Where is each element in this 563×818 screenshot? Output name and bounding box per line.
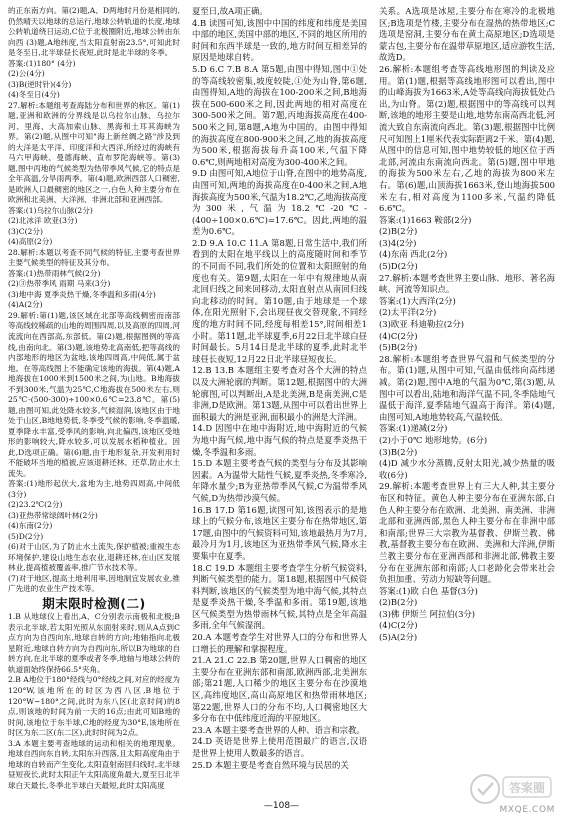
answer-paragraph: (3)C(2分) [8, 226, 43, 236]
answer-paragraph: 15.D 本题主要考查气候的类型与分布及其影响因素。A为温带大陆性气候,夏季炎热,冬季寒冷,年降水量少;B为亚热带季风气候,C为温带季风气候,D为热带沙漠气候。 [192, 458, 367, 503]
column-middle [192, 6, 367, 771]
answer-paragraph: (3)4(2分) [379, 237, 417, 248]
answer-paragraph: 5.D 6.C 7.B 8.A 第5题,由图中得知,图中①处的等高线较密集,坡度较陡,①处为山脊,第6题,由图得知,A地的海拔在100-200米之间,B地海拔在500-600米之间,因此两地的相对高度在300-500米之间。第7题,丙地海拔高度在400-500米之间,第8题,A地为中国的。由图中得知的海拔高度在800-900米之间,乙地的海拔高度为500米,根据海拔每升高100米,气温下降0.6℃,则两地相对高度为300-400米之间。 [192, 63, 367, 167]
answer-paragraph: 18.C 19.D 本题组主要考查学生分析气候资料,判断气候类型的能力。第18题,根据图中气候资料判断,该地区的气候类型为地中海气候,其特点是夏季炎热干燥,冬季温和多雨。第19题,该地区气候类型为热带雨林气候,其特点是全年高温多雨,全年气候湿润。 [192, 562, 367, 631]
answer-paragraph: (6)对于山区,为了防止水土流失,保护植被;重视生态环境保护,建设山地生态农业,退耕还林,在山区发展林业,提高植被覆盖率,推广节水技术等。 [8, 542, 180, 573]
answer-paragraph: 答案:(1)1663 鞍部(2分) [379, 214, 472, 225]
answer-paragraph: 23.A 本题主要考查世界的人种、语言和宗教。 [192, 724, 365, 735]
answer-paragraph: (4)冬至日(4分) [8, 90, 60, 100]
answer-paragraph: 4.B 读图可知,该图中中国的纬度和纬度是美国中部的地区,美国中部的地区,不同的地区所用的时间和东西半球是一致的,地方时间互相差异的原因是地球自转。 [192, 17, 367, 63]
answer-paragraph: (2)23.2℃(2分) [8, 500, 63, 510]
column-left [8, 6, 180, 791]
answer-paragraph: (5)B(2分) [379, 342, 418, 353]
answer-paragraph: (2)北冰洋 欧亚(3分) [8, 216, 78, 226]
answer-paragraph: (7)对于地区,提高土地利用率,因地制宜发展农业,推广先进的农业生产技术等。 [8, 573, 180, 594]
answer-paragraph: 答案:(1)大西洋(2分) [379, 295, 456, 306]
watermark-site: MXQE.COM [499, 805, 555, 815]
answer-paragraph: 21.A 21.C 22.B 第20题,世界人口稠密的地区主要分布在亚洲东部和南部,欧洲西部,北美洲东部;第21题,人口稀少的地区主要分布在沙漠地区,高纬度地区,高山高原地区和热带雨林地区;第22题,世界人口的分布不均,人口稠密地区大多分布在中低纬度近海的平原地区。 [192, 655, 367, 724]
answer-paragraph: (3)佛 伊斯兰 阿拉伯(3分) [379, 608, 476, 619]
answer-paragraph: (3)B(2分) [379, 446, 418, 457]
answer-paragraph: 答案:(1)热带雨林气候(2分) [8, 268, 101, 278]
answer-paragraph: (5)A(2分) [379, 632, 418, 643]
answer-paragraph: 答案:(1)欧 白色 基督(3分) [379, 585, 478, 596]
section-heading: 期末限时检测(二) [42, 595, 146, 611]
answer-paragraph: 20.A 本题考查学生对世界人口的分布和世界人口增长的理解和掌握程度。 [192, 632, 367, 654]
answer-paragraph: 答案:(1)乌拉尔山脉(2分) [8, 205, 93, 215]
answer-paragraph: (2)太平洋(2分) [379, 307, 437, 318]
answer-paragraph: 25.D 本题主要是考查自然环境与民居的关 [192, 759, 349, 770]
answer-paragraph: 28.解析:本题以考查不同气候的特征,主要考查世界主要气候类型的特征及其分布。 [8, 247, 180, 268]
answer-paragraph: (5)D(2分) [8, 531, 44, 541]
answer-paragraph: (2)③热带季风 雨期 马来(3分) [8, 279, 111, 289]
answer-paragraph: (4)A(2分) [8, 300, 43, 310]
answer-paragraph: (2)小于0℃ 地形地势。(6分) [379, 434, 488, 445]
answer-paragraph: (3)欧亚 科迪勒拉(2分) [379, 319, 465, 330]
answer-paragraph: (2)B(2分) [379, 226, 418, 237]
answer-paragraph: 28.解析:本题组考查世界气温和气候类型的分布。第(1)题,从图中可知,气温由低纬向高纬递减。第(2)题,图中A地的气温为0℃,第(3)题,从图中可以看出,陆地和海洋气温不同,冬季陆地气温低于海洋,夏季陆地气温高于海洋。第(4)题,由图可知,A地地势较高,气温较低。 [379, 353, 555, 422]
answer-paragraph: 答案:(1)地形起伏大,盆地为主,地势四周高,中间低(3分) [8, 479, 180, 499]
page-number: —108— [263, 801, 300, 811]
answer-paragraph: 答案:(1)递减(2分) [379, 423, 448, 434]
answer-paragraph: 的正东南方向。第(2)题,A、D两地时月份是相同的,仍然晴天以地球的总运行,地球公转轨道的长度,地球公转轨道绕日运动,C位于北极圈附近,地球公转由东向西 (3)题,A地纬度,当太阳直射南23.5°,可知此时是冬至日,北半球昼长夜短,此时是北半球的冬季。 [8, 6, 180, 58]
answer-paragraph: 2.D 9.A 10.C 11.A 第8题,日常生活中,我们所看到的太阳在地平线以上的高度随时间和季节的不同而不同,我们所处的位置和太阳照射的角度也有关。第9题,太阳在一年中有规律地从南北回归线之间来回移动,太阳直射点从南回归线向北移动的时间。第10题,由于地球是一个球体,在阳光照射下,会出现昼夜交替现象,不同经度的地方时间不同,经度每相差15°,时间相差1小时。第11题,北半球夏季,6月22日北半球白昼时间最长。5月14日是北半球的夏季,此时北半球昼长夜短,12月22日北半球昼短夜长。 [192, 237, 367, 364]
answer-paragraph: 29.解析:本题考查世界上有三大人种,其主要分布区和特征。黄色人种主要分布在亚洲东部,白色人种主要分布在欧洲、北美洲、南美洲、非洲北部和亚洲西部,黑色人种主要分布在非洲中部和南部;世界三大宗教为基督教、伊斯兰教、佛教,基督教主要分布在欧洲、美洲和大洋洲,伊斯兰教主要分布在亚洲西部和非洲北部,佛教主要分布在亚洲东部和南部;人口老龄化会带来社会负担加重、劳动力短缺等问题。 [379, 481, 555, 585]
answer-paragraph: (5)D(2分) [379, 261, 418, 272]
answer-paragraph: 关系。A选项是冰屋,主要分布在寒冷的北极地区;B选项是竹楼,主要分布在湿热的热带地区;C选项是窑洞,主要分布在黄土高原地区;D选项是蒙古包,主要分布在温带草原地区,适应游牧生活,故选D。 [379, 6, 555, 63]
answer-paragraph: 12.B 13.B 本题组主要考查对各个大洲的特点以及大洲轮廓的判断。第12题,根据图中的大洲轮廓图,可以判断出,A是北美洲,B是南美洲,C是非洲,D是欧洲。第13题,从图中可以看出世界上面积最大的洲是亚洲,面积最小的洲是大洋洲。 [192, 365, 367, 422]
answer-paragraph: 26.解析:本题组考查等高线地形图的判读及应用。第(1)题,根据等高线地形图可以看出,图中的山峰海拔为1663米,A处等高线向海拔低处凸出,为山脊。第(2)题,根据图中的等高线可以判断,该地的地形主要是山地,地势东南高西北低,河流大致自东南流向西北。第(3)题,根据图中比例尺可知图上1厘米代表实际距离2千米。第(4)题,从图中的信息可知,图中地势较低的地区位于西北部,河流由东南流向西北。第(5)题,图中甲地的海拔为500米左右,乙地的海拔为800米左右。第(6)题,山顶海拔1663米,登山地海拔500米左右,相对高度为1100多米,气温约降低6.6℃。 [379, 63, 555, 214]
answer-paragraph: 16.B 17.D 第16题,读图可知,该图表示的是地球上的气候分布,该地区主要分布在热带地区,第17题,由图中的气候资料可知,该地最热月为7月,最冷月为1月,该地区为亚热带季风气候,降水主要集中在夏季。 [192, 504, 367, 561]
answer-paragraph: 27.解析:本题考查世界主要山脉、地形、著名海峡、河流等知识点。 [379, 272, 555, 295]
answer-paragraph: 27.解析:本题组考查海陆分布和世界的称区。第(1)题,亚洲和欧洲的分界线是以乌拉尔山脉、乌拉尔河、里海、大高加索山脉、黑海和土耳其海峡为界。第(2)题,从图中可知"海上新丝绸之路"涉及到的大洋是太平洋、印度洋和大西洋,所经过的海峡有马六甲海峡、曼德海峡、直布罗陀海峡等。第(3)题,图中丙地的气候类型为热带季风气候,它的特点是全年高温,分旱雨两季。第(4)题,欧洲西部人口稠密,是欧洲人口最稠密的地区之一,白色人种主要分布在欧洲和北美洲、大洋洲、非洲北部和亚洲西部。 [8, 100, 180, 205]
answer-paragraph: (3)地中海 夏季炎热干燥,冬季温和多雨(4分) [8, 289, 156, 299]
column-right [379, 6, 555, 644]
answer-paragraph: 29.解析:第(1)题,该区域在北部等高线稠密而南部等高线较稀疏的山地的周围四周,以及高原的四周,河流流向在西部高,东部低。第(2)题,根据图例的等高线,由南向北。第(3)题,该地势北高南低,把等高线的内部地形的地区为盆地,该地四周高,中间低,属于盆地。在等高线图上不能确定该地的海拔。第(4)题,A地海拔在1000米到1500米之间,为山地。B地海拔不到300米,气温为25℃,C地海拔在500米左右,则 25℃-(500-300)÷100×0.6℃=23.8℃。第(5)题,由图可知,此处降水较多,气候湿润,该地区由于地处于山区,B地地势低,冬季受气候的影响,冬季温暖,夏季降水丰富,受季风的影响,向北偏西,该地区受地形的影响较大,降水较多,可以发展水稻种植业。因此,D选项正确。第(6)题,由于地形复杂,开发利用时不能破坏当地的植被,应该退耕还林、还草,防止水土流失。 [8, 310, 180, 478]
answer-paragraph: 3.A 本题主要考查地球的运动和相关的地理现象。地球自西向东自转,太阳东升西落,且太阳高度角由于地球的自转而产生变化,太阳直射南回归线时,北半球昼短夜长,此时太阳正午太阳高度角最大,夏至日北半球白天最长,冬季北半球白天最短,此时太阳高度 [8, 738, 180, 790]
answer-paragraph: (2)公(4分) [8, 69, 45, 79]
watermark-logo-text: 答案圈 [508, 781, 546, 795]
answer-paragraph: (2)B(2分) [379, 597, 418, 608]
answer-paragraph: (4)C(2分) [379, 620, 418, 631]
answer-paragraph: 24.D 英语是世界上使用范围最广的语言,汉语是世界上使用人数最多的语言。 [192, 736, 367, 758]
answer-paragraph: 2.B A地位于180°经线与0°经线之间,对应的经度为120°W,该地所在的时区为西八区,B地位于120°W~180°之间,此时为东八区(北京时间)的8点,则该地的时间为前一天的16点;由此可知B地的时间,该地位于东半球,C地的经度为30°E,该地所在时区为东二区(东二区),此时时间为2点。 [8, 675, 180, 738]
answer-paragraph: 夏至日,故A项正确。 [192, 6, 268, 16]
answer-paragraph: 答案:(1)180° (4分) [8, 58, 76, 68]
answer-paragraph: (3)B(逆时针)(4分) [8, 79, 72, 89]
answer-paragraph: 9.D 由图可知,A地位于山脊,在图中的地势高度,由图可知,两地的海拔高度在0-400米之间,A地海拔高度为500米,气温为18.2℃,乙地海拔高度为300米,气温为18.2℃-20℃-(400÷100×0.6℃)=17.6℃。因此,两地的温差为0.6℃。 [192, 168, 367, 237]
answer-paragraph: (3)亚热带常绿阔叶林(2分) [8, 510, 98, 520]
answer-paragraph: (4)东南(2分) [8, 521, 53, 531]
answer-paragraph: (4)高原(2分) [8, 237, 53, 247]
answer-paragraph: (4)D 减少水分蒸腾,反射太阳光,减少热量的吸收(6分) [379, 458, 555, 480]
answer-paragraph: 14.D 因图中在地中海附近,地中海附近的气候为地中海气候,地中海气候的特点是夏季炎热干燥,冬季温和多雨。 [192, 423, 367, 457]
answer-paragraph: (4)东南 西北(2分) [379, 249, 448, 260]
answer-paragraph: 1.B 从地球仪上看出,A、C分别表示南极和北极;B表示北半球,若太阳光照从东面射来时,则从A点到C点方向为自西向东,地球自转的方向;地轴指向北极星附近,地球自转方向为自西向东,所以B为地球的自转方向,在北半球的夏季或者冬季,地轴与地球公转的轨道面始终保持66.5°夹角。 [8, 612, 180, 674]
answer-paragraph: (4)C(2分) [379, 330, 418, 341]
